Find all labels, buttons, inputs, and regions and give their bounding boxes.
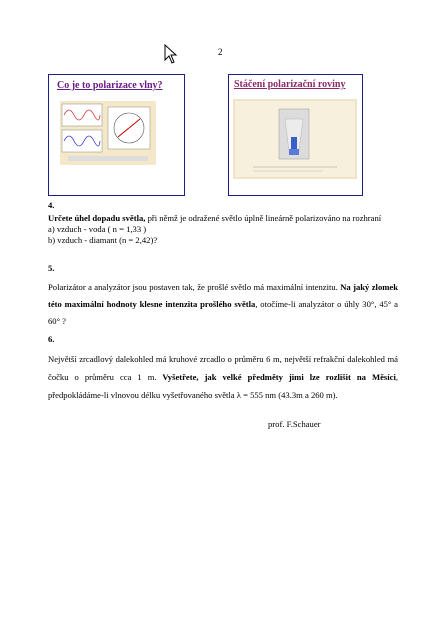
exercise-6-part-1: Největší zrcadlový dalekohled má kruhové zrcadlo o průměru 6 m, největší refrakční dalekohled má čočku o průměru cca 1 m.: [48, 354, 398, 382]
exercise-6-text: [48, 350, 398, 404]
exercise-4-bold-1: Určete úhel dopadu: [48, 213, 121, 223]
exercise-5-text: [48, 279, 398, 330]
exercise-4-rest: při němž je odražené světlo úplně lineárně polarizováno na rozhraní: [145, 213, 382, 223]
page-number: 2: [218, 47, 223, 57]
exercise-5: [48, 263, 398, 330]
exercise-5-part-1: Polarizátor a analyzátor jsou postaven tak, že prošlé světlo má maximální intenzitu.: [48, 282, 338, 292]
polarization-applet-card[interactable]: [48, 74, 185, 196]
exercise-6: [48, 334, 398, 404]
exercise-4-number: 4.: [48, 200, 55, 210]
card-title-polarization[interactable]: Co je to polarizace vlny?: [57, 80, 163, 91]
polarization-applet-thumbnail: [60, 101, 156, 165]
exercise-5-bold: Na jaký zlomek této maximální hodnoty klesne intenzita prošlého světla: [48, 282, 398, 309]
exercise-5-number: 5.: [48, 263, 55, 273]
rotation-applet-thumbnail: [233, 99, 357, 179]
exercise-4-bold-2: světla,: [120, 213, 146, 223]
exercise-5-part-3: , otočíme-li analyzátor o úhly 30°, 45° a 60° ?: [48, 299, 398, 326]
mouse-cursor-icon: [164, 44, 178, 64]
rotation-applet-card[interactable]: [228, 74, 363, 196]
exercise-6-bold: Vyšetřete, jak velké předměty jimi lze rozlišit na Měsíci: [156, 372, 396, 382]
exercise-6-part-3: , předpokládáme-li vlnovou délku vyšetřovaného světla λ = 555 nm (43.3m a 260 m).: [48, 372, 398, 400]
exercise-6-number: 6.: [48, 334, 55, 344]
exercise-4-a: a) vzduch - voda ( n = 1,33 ): [48, 224, 147, 234]
exercise-4-b: b) vzduch - diamant (n = 2,42)?: [48, 235, 158, 245]
exercise-4-question: [48, 213, 398, 224]
exercise-4: [48, 200, 398, 246]
card-title-rotation[interactable]: Stáčení polarizační roviny: [234, 79, 346, 90]
signature: prof. F.Schauer: [268, 419, 321, 429]
